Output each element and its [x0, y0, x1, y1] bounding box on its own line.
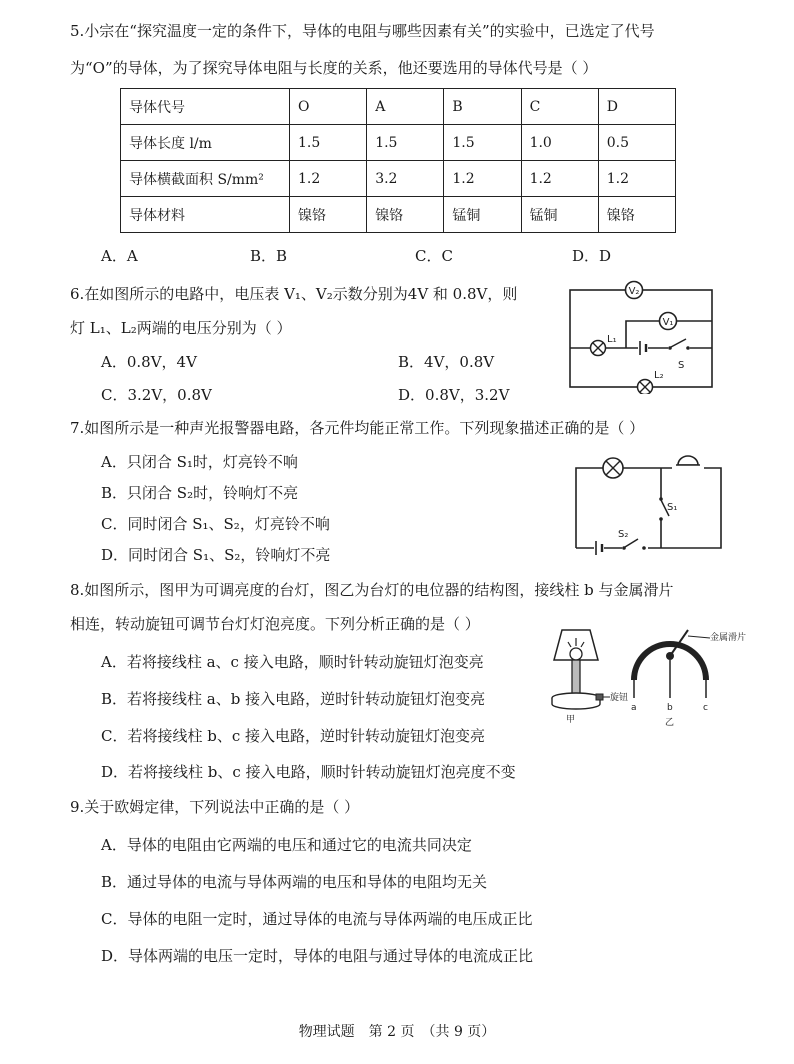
- q7-option-d[interactable]: D．同时闭合 S₁、S₂，铃响灯不亮: [101, 546, 331, 564]
- q5-stem-line2: 为“O”的导体，为了探究导体电阻与长度的关系，他还要选用的导体代号是（ ）: [70, 59, 598, 77]
- q8-stem-line2: 相连，转动旋钮可调节台灯灯泡亮度。下列分析正确的是（ ）: [70, 615, 480, 633]
- q7-circuit-svg: [566, 443, 732, 558]
- q6-circuit-svg: [560, 276, 720, 394]
- q6-stem-line1: 6.在如图所示的电路中，电压表 V₁、V₂示数分别为4V 和 0.8V，则: [70, 285, 518, 303]
- s1-label: S₁: [667, 502, 678, 513]
- q8-option-a[interactable]: A．若将接线柱 a、c 接入电路，顺时针转动旋钮灯泡变亮: [101, 653, 484, 671]
- q7-alarm-circuit-figure: [566, 443, 732, 558]
- s2-label: S₂: [618, 529, 629, 540]
- q8-option-c[interactable]: C．若将接线柱 b、c 接入电路，逆时针转动旋钮灯泡变亮: [101, 727, 486, 745]
- table-row: [121, 89, 676, 125]
- q6-stem-line2: 灯 L₁、L₂两端的电压分别为（ ）: [70, 319, 292, 337]
- q8-stem-line1: 8.如图所示，图甲为可调亮度的台灯，图乙为台灯的电位器的结构图，接线柱 b 与金属滑片: [70, 581, 674, 599]
- table-cell: 1.5: [367, 125, 444, 161]
- q6-option-b[interactable]: B．4V，0.8V: [398, 353, 495, 371]
- table-cell: 导体横截面积 S/mm²: [121, 161, 290, 197]
- q6-circuit-figure: [560, 276, 720, 394]
- page-footer: 物理试题 第 2 页 （共 9 页）: [298, 1024, 496, 1040]
- q6-outer-wire: [570, 290, 712, 387]
- terminal-a-label: a: [631, 703, 637, 713]
- table-cell: 锰铜: [521, 197, 598, 233]
- table-cell: C: [521, 89, 598, 125]
- table-cell: 0.5: [598, 125, 675, 161]
- table-cell: 镍铬: [290, 197, 367, 233]
- switch-s-icon: [668, 339, 690, 352]
- q5-option-c[interactable]: C．C: [415, 247, 453, 265]
- q6-option-d[interactable]: D．0.8V，3.2V: [398, 386, 510, 404]
- q8-option-d[interactable]: D．若将接线柱 b、c 接入电路，顺时针转动旋钮灯泡亮度不变: [101, 763, 516, 781]
- table-cell: 1.0: [521, 125, 598, 161]
- table-cell: 1.2: [444, 161, 521, 197]
- q9-option-b[interactable]: B．通过导体的电流与导体两端的电压和导体的电阻均无关: [101, 873, 488, 891]
- q7-option-b[interactable]: B．只闭合 S₂时，铃响灯不亮: [101, 484, 299, 502]
- figure-yi-label: 乙: [665, 718, 675, 728]
- switch-s2-icon: [622, 539, 648, 551]
- l1-label: L₁: [607, 334, 617, 345]
- figure-jia-label: 甲: [566, 715, 576, 725]
- v1-label: V₁: [662, 317, 674, 328]
- q7-option-c[interactable]: C．同时闭合 S₁、S₂，灯亮铃不响: [101, 515, 330, 533]
- table-cell: 1.5: [444, 125, 521, 161]
- q9-option-c[interactable]: C．导体的电阻一定时，通过导体的电流与导体两端的电压成正比: [101, 910, 533, 928]
- q7-outer-wire: [576, 468, 721, 548]
- knob-label: 旋钮: [610, 693, 629, 703]
- q8-lamp-svg: [540, 618, 640, 728]
- table-cell: 锰铜: [444, 197, 521, 233]
- lamp-icon: [603, 458, 623, 478]
- v2-meter-icon: [626, 282, 643, 299]
- terminal-c-label: c: [703, 703, 708, 713]
- q7-option-a[interactable]: A．只闭合 S₁时，灯亮铃不响: [101, 453, 298, 471]
- q5-option-b[interactable]: B．B: [250, 247, 288, 265]
- battery-icon: [638, 340, 648, 356]
- table-cell: 1.5: [290, 125, 367, 161]
- q6-option-c[interactable]: C．3.2V，0.8V: [101, 386, 212, 404]
- q8-desk-lamp-figure: [540, 618, 640, 728]
- table-cell: 1.2: [290, 161, 367, 197]
- table-cell: 3.2: [367, 161, 444, 197]
- table-cell: 导体材料: [121, 197, 290, 233]
- terminal-b-label: b: [667, 703, 673, 713]
- table-cell: 1.2: [598, 161, 675, 197]
- battery-icon: [594, 540, 604, 556]
- lamp-l1-icon: [591, 341, 606, 356]
- table-cell: 导体代号: [121, 89, 290, 125]
- table-cell: 1.2: [521, 161, 598, 197]
- table-row: [121, 161, 676, 197]
- table-cell: 镍铬: [367, 197, 444, 233]
- table-cell: D: [598, 89, 675, 125]
- q5-option-d[interactable]: D．D: [572, 247, 612, 265]
- q5-option-a[interactable]: A．A: [101, 247, 138, 265]
- q8-potentiometer-svg: [628, 618, 758, 730]
- s-label: S: [678, 360, 685, 371]
- q6-option-a[interactable]: A．0.8V，4V: [101, 353, 197, 371]
- table-cell: 导体长度 l/m: [121, 125, 290, 161]
- v1-meter-icon: [660, 313, 677, 330]
- q9-stem-line1: 9.关于欧姆定律，下列说法中正确的是（ ）: [70, 798, 360, 816]
- table-cell: B: [444, 89, 521, 125]
- q7-stem-line1: 7.如图所示是一种声光报警器电路，各元件均能正常工作。下列现象描述正确的是（ ）: [70, 419, 645, 437]
- v2-label: V₂: [628, 286, 640, 297]
- slider-label: 金属滑片: [710, 633, 747, 643]
- q8-option-b[interactable]: B．若将接线柱 a、b 接入电路，逆时针转动旋钮灯泡变亮: [101, 690, 486, 708]
- table-cell: A: [367, 89, 444, 125]
- q9-option-a[interactable]: A．导体的电阻由它两端的电压和通过它的电流共同决定: [101, 836, 472, 854]
- q8-potentiometer-figure: [628, 618, 758, 730]
- q5-conductor-table: [120, 88, 676, 233]
- l2-label: L₂: [654, 370, 664, 381]
- desk-lamp-icon: [552, 630, 610, 709]
- bell-icon: [672, 456, 704, 469]
- table-row: [121, 125, 676, 161]
- lamp-l2-icon: [638, 380, 653, 395]
- table-row: [121, 197, 676, 233]
- potentiometer-icon: [634, 630, 710, 698]
- q5-stem-line1: 5.小宗在“探究温度一定的条件下，导体的电阻与哪些因素有关”的实验中，已选定了代号: [70, 22, 655, 40]
- table-cell: O: [290, 89, 367, 125]
- table-cell: 镍铬: [598, 197, 675, 233]
- q9-option-d[interactable]: D．导体两端的电压一定时，导体的电阻与通过导体的电流成正比: [101, 947, 534, 965]
